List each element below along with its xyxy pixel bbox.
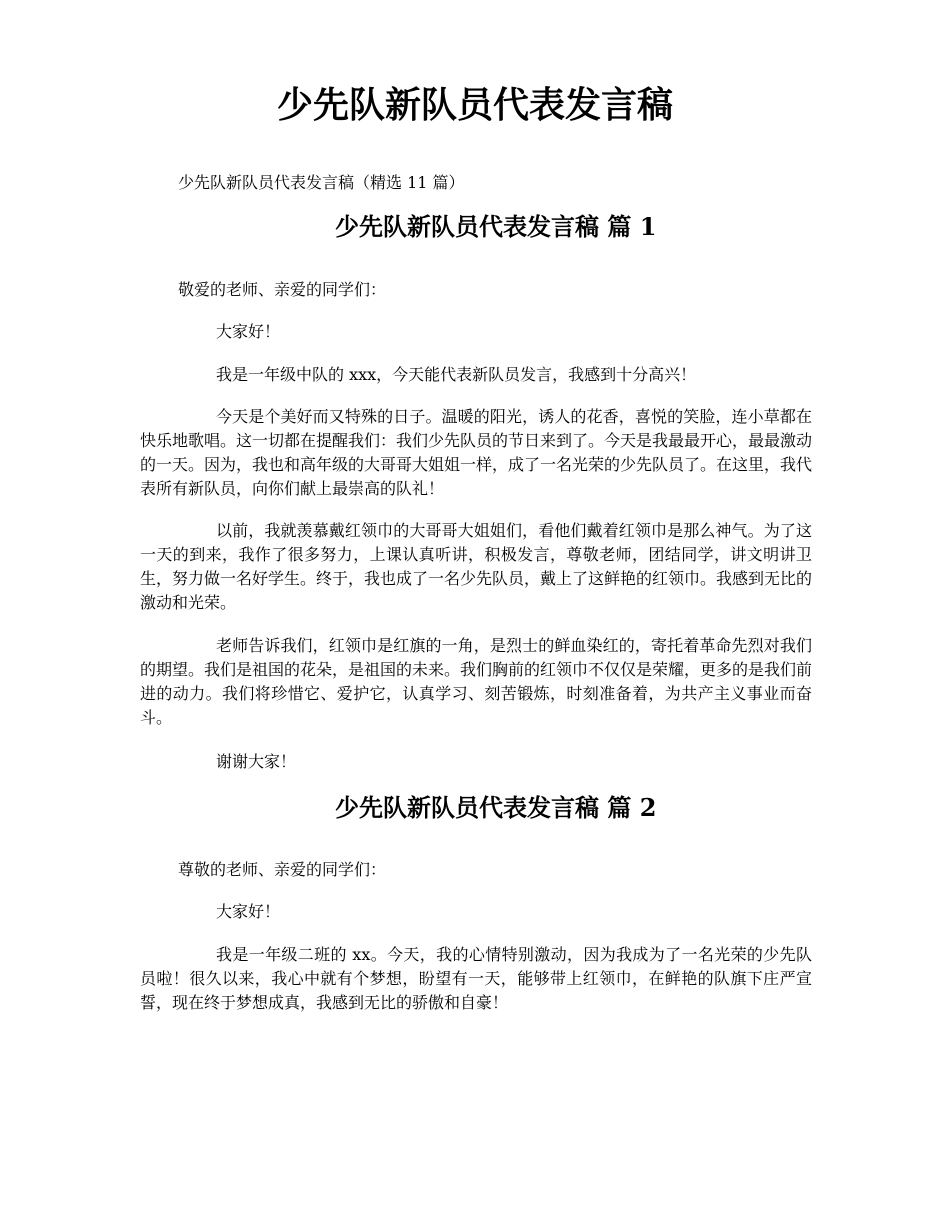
section-1-paragraph-3: 以前，我就羡慕戴红领巾的大哥哥大姐姐们，看他们戴着红领巾是那么神气。为了这一天的到来，我作了很多努力，上课认真听讲，积极发言，尊敬老师，团结同学，讲文明讲卫生，努力做一名好学生。终于，我也成了一名少先队员，戴上了这鲜艳的红领巾。我感到无比的激动和光荣。 [140,521,813,612]
section-1-closing: 谢谢大家！ [216,752,297,771]
section-1-salutation: 敬爱的老师、亲爱的同学们： [178,280,387,299]
section-2-paragraph-1: 我是一年级二班的 xx。今天，我的心情特别激动，因为我成为了一名光荣的少先队员啦！很久以来，我心中就有个梦想，盼望有一天，能够带上红领巾，在鲜艳的队旗下庄严宣誓，现在终于梦想成真，我感到无比的骄傲和自豪！ [140,945,812,1012]
section-1-heading [0,211,950,243]
section-1-paragraph-2: 今天是个美好而又特殊的日子。温暖的阳光，诱人的花香，喜悦的笑脸，连小草都在快乐地歌唱。这一切都在提醒我们：我们少先队员的节日来到了。今天是我最最开心，最最激动的一天。因为，我也和高年级的大哥哥大姐姐一样，成了一名光荣的少先队员了。在这里，我代表所有新队员，向你们献上最崇高的队礼！ [140,407,813,498]
section-1-paragraph-4: 老师告诉我们，红领巾是红旗的一角，是烈士的鲜血染红的，寄托着革命先烈对我们的期望。我们是祖国的花朵，是祖国的未来。我们胸前的红领巾不仅仅是荣耀，更多的是我们前进的动力。我们将珍惜它、爱护它，认真学习、刻苦锻炼，时刻准备着，为共产主义事业而奋斗。 [140,636,813,727]
section-1-greeting: 大家好！ [216,322,281,341]
section-2-heading-text: 少先队新队员代表发言稿 篇 2 [335,793,657,822]
document-subtitle: 少先队新队员代表发言稿（精选 11 篇） [178,173,465,192]
section-1-paragraph-1: 我是一年级中队的 xxx，今天能代表新队员发言，我感到十分高兴！ [216,365,697,384]
section-2-greeting: 大家好！ [216,902,281,921]
section-1-heading-text: 少先队新队员代表发言稿 篇 1 [335,212,657,241]
document-title: 少先队新队员代表发言稿 [276,84,673,126]
section-2-heading [0,792,950,824]
section-2-salutation: 尊敬的老师、亲爱的同学们： [178,860,387,879]
